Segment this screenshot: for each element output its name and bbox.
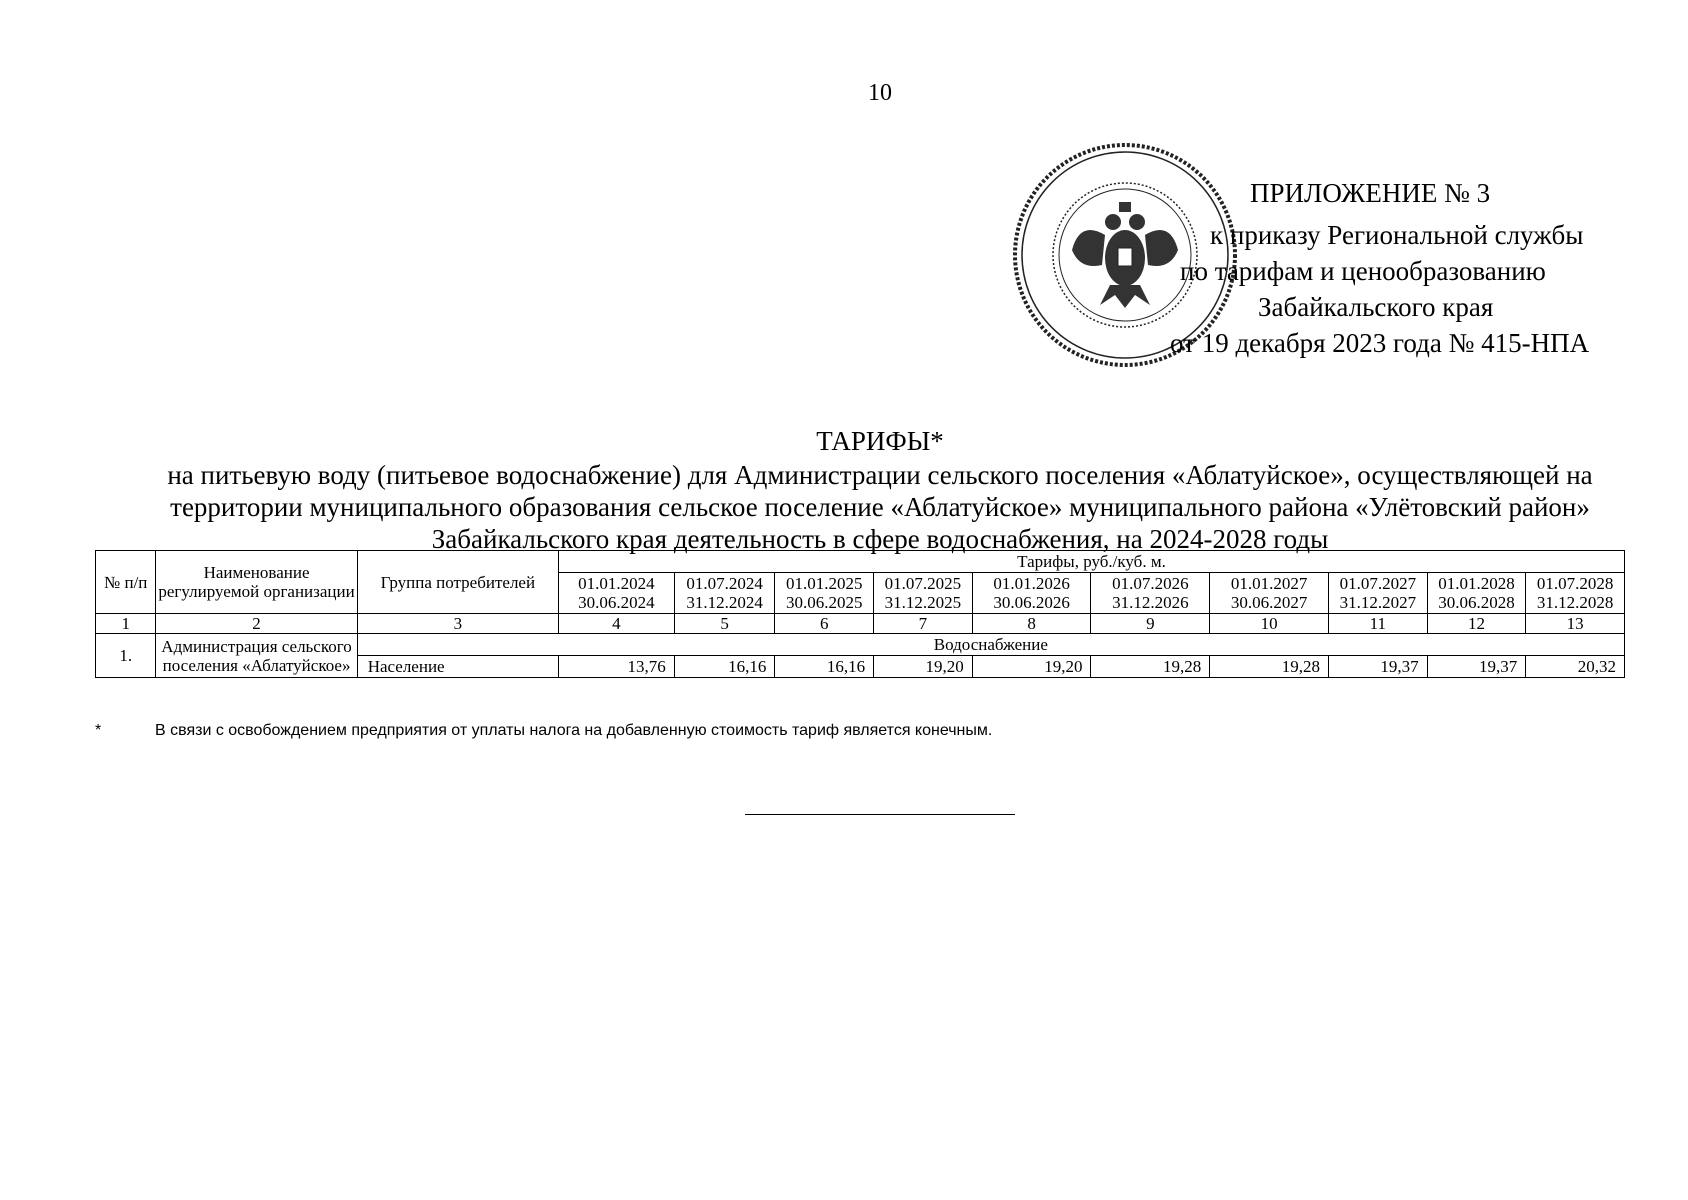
- appendix-line: к приказу Региональной службы: [1210, 220, 1584, 250]
- column-number: 9: [1091, 614, 1210, 634]
- end-rule-divider: [745, 814, 1015, 815]
- tariff-value: 19,20: [972, 656, 1091, 678]
- document-subtitle: на питьевую воду (питьевое водоснабжение) для Администрации сельского поселения «Аблатуйское», осуществляющей на территории муниципального образования сельское поселение «Аблатуйское» муниципального района «Улётовский район» Забайкальского края деятельность в сфере водоснабжения, на 2024-2028 годы: [167, 460, 1593, 554]
- section-header: Водоснабжение: [357, 634, 1624, 656]
- footnote: [95, 722, 992, 740]
- tariff-value: 16,16: [775, 656, 874, 678]
- period-start: 01.01.2025: [785, 574, 863, 593]
- tariff-value: 19,28: [1091, 656, 1210, 678]
- column-number: 2: [156, 614, 357, 634]
- period-start: 01.07.2025: [884, 574, 962, 593]
- period-end: 30.06.2024: [578, 593, 655, 612]
- period-start: 01.01.2027: [1230, 574, 1308, 593]
- period-header: [874, 573, 973, 614]
- appendix-line: Забайкальского края: [1258, 292, 1494, 322]
- period-header: [1427, 573, 1526, 614]
- period-start: 01.01.2028: [1438, 574, 1515, 593]
- period-start: 01.07.2026: [1112, 574, 1189, 593]
- tariff-value: 13,76: [559, 656, 675, 678]
- header-num: № п/п: [96, 551, 156, 614]
- column-number: 7: [874, 614, 973, 634]
- organization-name: Администрация сельского поселения «Аблатуйское»: [156, 634, 357, 678]
- footnote-mark: *: [95, 722, 102, 739]
- appendix-title: ПРИЛОЖЕНИЕ № 3: [1250, 178, 1491, 208]
- appendix-line: по тарифам и ценообразованию: [1180, 256, 1546, 286]
- footnote-text: В связи с освобождением предприятия от уплаты налога на добавленную стоимость тариф является конечным.: [155, 722, 993, 739]
- tariff-value: 19,37: [1427, 656, 1526, 678]
- appendix-header: [1170, 175, 1589, 361]
- period-start: 01.07.2027: [1339, 574, 1417, 593]
- column-number: 1: [96, 614, 156, 634]
- document-heading: ТАРИФЫ*: [816, 426, 944, 456]
- column-number: 11: [1329, 614, 1428, 634]
- column-number: 12: [1427, 614, 1526, 634]
- period-header: [972, 573, 1091, 614]
- column-number: 3: [357, 614, 558, 634]
- column-numbers-row: [96, 614, 1625, 634]
- appendix-line: от 19 декабря 2023 года № 415-НПА: [1170, 328, 1590, 358]
- column-number: 4: [559, 614, 675, 634]
- table-row: [96, 634, 1625, 656]
- column-number: 6: [775, 614, 874, 634]
- page-number: 10: [868, 80, 892, 106]
- tariff-value: 20,32: [1526, 656, 1625, 678]
- period-header: [1526, 573, 1625, 614]
- tariff-value: 19,37: [1329, 656, 1428, 678]
- consumer-group: Население: [357, 656, 558, 678]
- period-header: [1210, 573, 1329, 614]
- period-end: 30.06.2026: [993, 593, 1070, 612]
- column-number: 13: [1526, 614, 1625, 634]
- period-end: 31.12.2027: [1339, 593, 1417, 612]
- period-end: 31.12.2025: [884, 593, 962, 612]
- period-header: [775, 573, 874, 614]
- document-title: [120, 425, 1640, 555]
- tariff-table: [95, 550, 1625, 678]
- period-start: 01.07.2028: [1536, 574, 1614, 593]
- column-number: 10: [1210, 614, 1329, 634]
- period-header: [674, 573, 775, 614]
- period-end: 31.12.2028: [1536, 593, 1614, 612]
- row-number: 1.: [96, 634, 156, 678]
- period-start: 01.07.2024: [686, 574, 763, 593]
- header-tariffs: Тарифы, руб./куб. м.: [559, 551, 1625, 573]
- period-end: 31.12.2024: [686, 593, 763, 612]
- column-number: 5: [674, 614, 775, 634]
- period-start: 01.01.2026: [993, 574, 1070, 593]
- table-header-row: [96, 551, 1625, 573]
- period-start: 01.01.2024: [578, 574, 655, 593]
- period-header: [1091, 573, 1210, 614]
- tariff-value: 19,28: [1210, 656, 1329, 678]
- period-end: 30.06.2025: [785, 593, 863, 612]
- period-end: 31.12.2026: [1112, 593, 1189, 612]
- period-end: 30.06.2027: [1230, 593, 1308, 612]
- period-header: [1329, 573, 1428, 614]
- tariff-value: 16,16: [674, 656, 775, 678]
- header-organization: Наименование регулируемой организации: [156, 551, 357, 614]
- header-consumer-group: Группа потребителей: [357, 551, 558, 614]
- column-number: 8: [972, 614, 1091, 634]
- period-header: [559, 573, 675, 614]
- tariff-value: 19,20: [874, 656, 973, 678]
- period-end: 30.06.2028: [1438, 593, 1515, 612]
